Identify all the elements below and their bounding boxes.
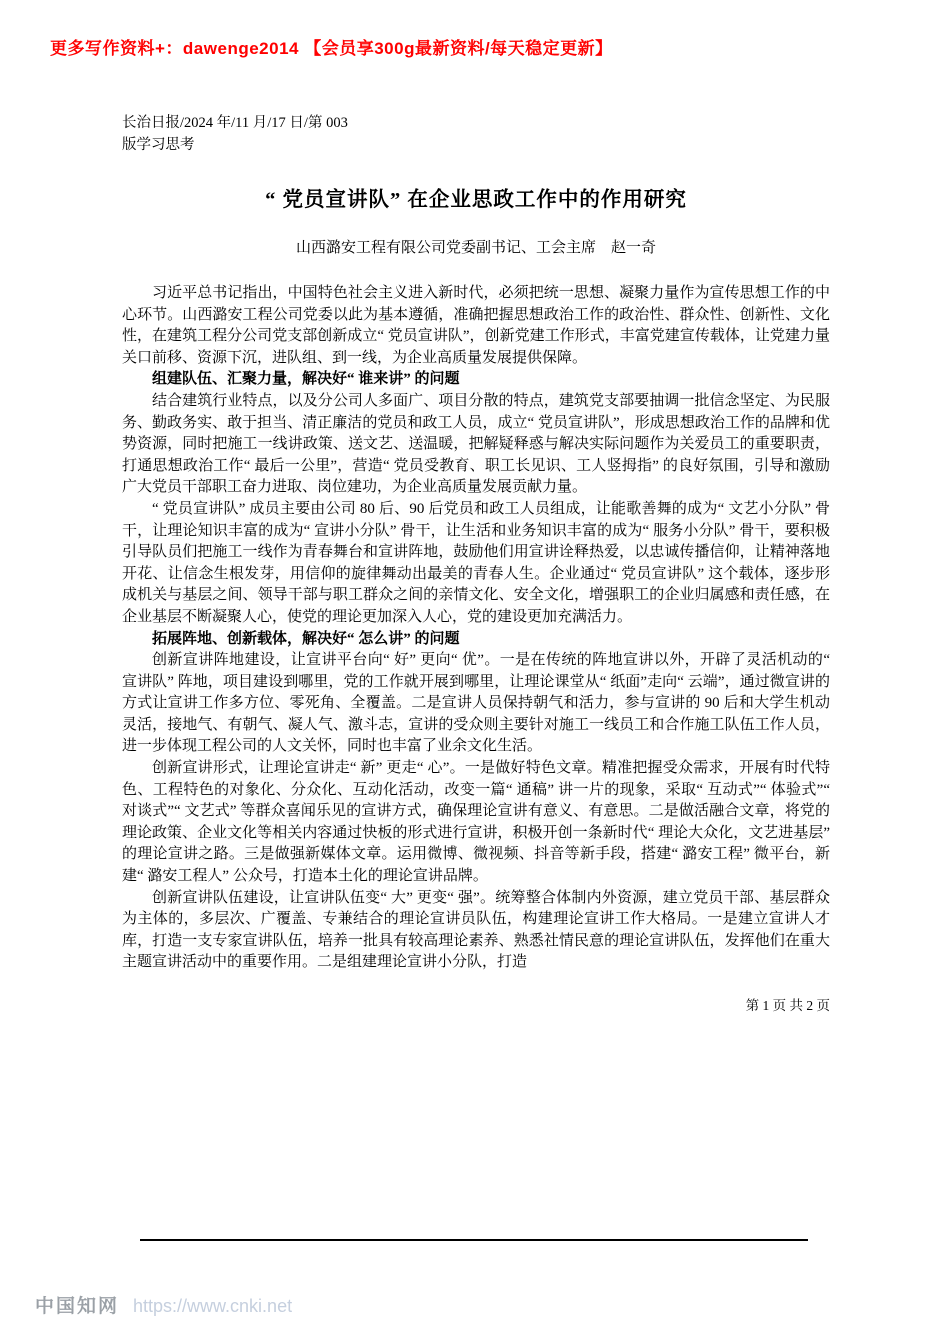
section-heading: 组建队伍、汇聚力量，解决好“ 谁来讲” 的问题 <box>152 371 460 388</box>
paragraph: 习近平总书记指出，中国特色社会主义进入新时代，必须把统一思想、凝聚力量作为宣传思想工作的中心环节。山西潞安工程公司党委以此为基本遵循，准确把握思想政治工作的政治性、群众性、创新性、文化性，在建筑工程分公司党支部创新成立“ 党员宣讲队”，创新党建工作形式，丰富党建宣传载体，让党建力量关口前移、资源下沉，进队组、到一线，为企业高质量发展提供保障。 <box>122 285 830 366</box>
cnki-watermark <box>35 1291 292 1318</box>
cnki-logo: 中国知网 <box>35 1296 120 1317</box>
author-line: 山西潞安工程有限公司党委副书记、工会主席 赵一奇 <box>295 240 656 256</box>
source-line-2: 版学习思考 <box>122 137 195 153</box>
paragraph: “ 党员宣讲队” 成员主要由公司 80 后、90 后党员和政工人员组成，让能歌善舞的成为“ 文艺小分队” 骨干，让理论知识丰富的成为“ 宣讲小分队” 骨干，让生活和业务知识丰富的成为“ 服务小分队” 骨干，要积极引导队员们把施工一线作为青春舞台和宣讲阵地，鼓励他们用宣讲诠释热爱，以忠诚传播信仰，让精神落地开花、让信念生根发芽，用信仰的旋律舞动出最美的青春人生。企业通过“ 党员宣讲队” 这个载体，逐步形成机关与基层之间、领导干部与职工群众之间的亲情文化、安全文化，增强职工的企业归属感和责任感，在企业基层不断凝聚人心，使党的理论更加深入人心，党的建设更加充满活力。 <box>122 500 830 625</box>
article-content <box>122 112 830 1014</box>
cnki-url[interactable]: https://www.cnki.net <box>133 1296 293 1316</box>
source-line-1: 长治日报/2024 年/11 月/17 日/第 003 <box>122 115 348 131</box>
article-body <box>122 283 830 974</box>
paragraph: 创新宣讲形式，让理论宣讲走“ 新” 更走“ 心”。一是做好特色文章。精准把握受众需求，开展有时代特色、工程特色的对象化、分众化、互动化活动，改变一篇“ 通稿” 讲一片的现象，采取“ 互动式”“ 体验式”“ 对谈式”“ 文艺式” 等群众喜闻乐见的宣讲方式，确保理论宣讲有意义、有意思。二是做活融合文章，将党的理论政策、企业文化等相关内容通过快板的形式进行宣讲，积极开创一条新时代“ 理论大众化，文艺进基层” 的理论宣讲之路。三是做强新媒体文章。运用微博、微视频、抖音等新手段，搭建“ 潞安工程” 微平台，新建“ 潞安工程人” 公众号，打造本土化的理论宣讲品牌。 <box>122 760 830 885</box>
paragraph: 创新宣讲队伍建设，让宣讲队伍变“ 大” 更变“ 强”。统筹整合体制内外资源，建立党员干部、基层群众为主体的，多层次、广覆盖、专兼结合的理论宣讲员队伍，构建理论宣讲工作大格局。一是建立宣讲人才库，打造一支专家宣讲队伍，培养一批具有较高理论素养、熟悉社情民意的理论宣讲队伍，发挥他们在重大主题宣讲活动中的重要作用。二是组建理论宣讲小分队，打造 <box>122 889 830 971</box>
page-number: 第 1 页 共 2 页 <box>745 998 830 1013</box>
source-line <box>122 112 830 156</box>
footer-divider <box>140 1239 808 1241</box>
article-title: “ 党员宣讲队” 在企业思政工作中的作用研究 <box>265 189 687 211</box>
paragraph: 创新宣讲阵地建设，让宣讲平台向“ 好” 更向“ 优”。一是在传统的阵地宣讲以外，开辟了灵活机动的“ 宣讲队” 阵地，项目建设到哪里，党的工作就开展到哪里，让理论课堂从“ 纸面”走向“ 云端”，通过微宣讲的方式让宣讲工作多方位、零死角、全覆盖。二是宣讲人员保持朝气和活力，参与宣讲的 90 后和大学生机动灵活，接地气、有朝气、凝人气、激斗志，宣讲的受众则主要针对施工一线员工和合作施工队伍工作人员，进一步体现工程公司的人文关怀，同时也丰富了业余文化生活。 <box>122 652 830 755</box>
paragraph: 结合建筑行业特点，以及分公司人多面广、项目分散的特点，建筑党支部要抽调一批信念坚定、为民服务、勤政务实、敢于担当、清正廉洁的党员和政工人员，成立“ 党员宣讲队”，形成思想政治工作的品牌和优势资源，同时把施工一线讲政策、送文艺、送温暖，把解疑释惑与解决实际问题作为关爱员工的重要职责，打通思想政治工作“ 最后一公里”，营造“ 党员受教育、职工长见识、工人竖拇指” 的良好氛围，引导和激励广大党员干部职工奋力进取、岗位建功，为企业高质量发展贡献力量。 <box>122 392 830 496</box>
section-heading: 拓展阵地、创新载体，解决好“ 怎么讲” 的问题 <box>152 630 460 647</box>
promo-header: 更多写作资料+：dawenge2014 【会员享300g最新资料/每天稳定更新】 <box>50 39 613 58</box>
